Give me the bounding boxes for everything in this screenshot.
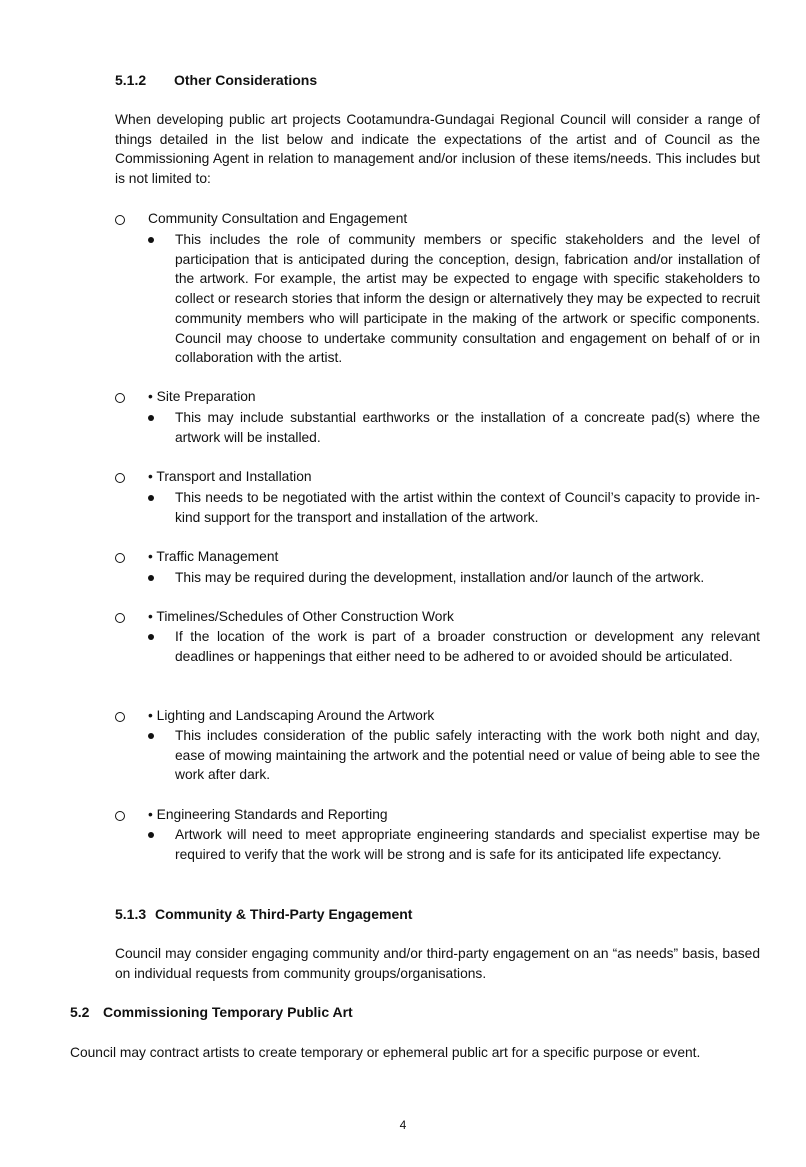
circle-bullet-icon [115, 811, 125, 821]
circle-bullet-icon [115, 215, 125, 225]
page-number: 4 [399, 1118, 407, 1132]
list-item-title: • Lighting and Landscaping Around the Artwork [148, 708, 435, 723]
list-item-description: Artwork will need to meet appropriate engineering standards and specialist expertise may be required to verify that the work will be strong and is safe for its anticipated life expectancy. [175, 827, 760, 862]
section-heading-5-2 [70, 1004, 353, 1020]
list-item-description: This may be required during the development, installation and/or launch of the artwork. [175, 570, 705, 585]
section-heading-5-1-2 [115, 72, 317, 88]
section-5-1-3-body: Council may consider engaging community and/or third-party engagement on an “as needs” basis, based on individual requests from community groups/organisations. [115, 946, 760, 981]
circle-bullet-icon [115, 712, 125, 722]
list-item-title: • Transport and Installation [148, 469, 312, 484]
bullet-icon [148, 495, 154, 501]
section-number: 5.1.3 [115, 906, 147, 922]
circle-bullet-icon [115, 393, 125, 403]
section-5-2-body: Council may contract artists to create temporary or ephemeral public art for a specific purpose or event. [70, 1045, 701, 1060]
bullet-icon [148, 634, 154, 640]
list-item-title: Community Consultation and Engagement [148, 211, 408, 226]
intro-paragraph: When developing public art projects Cootamundra-Gundagai Regional Council will consider a range of things detailed in the list below and indicate the expectations of the artist and of Council as the Commissioning Agent in relation to management and/or inclusion of these items/needs. This includes but is not limited to: [115, 112, 760, 187]
list-item-description: If the location of the work is part of a broader construction or development any relevant deadlines or happenings that either need to be adhered to or avoided should be articulated. [175, 629, 760, 664]
list-item-description: This includes consideration of the public safely interacting with the work both night and day, ease of mowing maintaining the artwork and the potential need or value of being able to see the work after dark. [175, 728, 760, 783]
circle-bullet-icon [115, 553, 125, 563]
bullet-icon [148, 733, 154, 739]
section-number: 5.2 [70, 1004, 90, 1020]
section-title: Commissioning Temporary Public Art [103, 1004, 353, 1020]
list-item-title: • Timelines/Schedules of Other Construction Work [148, 609, 454, 624]
list-item-description: This includes the role of community members or specific stakeholders and the level of participation that is anticipated during the conception, design, fabrication and/or installation of the artwork. For example, the artist may be expected to engage with specific stakeholders to collect or research stories that inform the design or alternatively they may be expected to recruit community members who will participate in the making of the artwork or specific components. Council may choose to undertake community consultation and engagement on behalf of or in collaboration with the artist. [175, 232, 760, 366]
bullet-icon [148, 575, 154, 581]
bullet-icon [148, 832, 154, 838]
circle-bullet-icon [115, 613, 125, 623]
section-title: Other Considerations [174, 72, 318, 88]
circle-bullet-icon [115, 473, 125, 483]
bullet-icon [148, 237, 154, 243]
section-title: Community & Third-Party Engagement [155, 906, 413, 922]
list-item-title: • Engineering Standards and Reporting [148, 807, 388, 822]
list-item-title: • Traffic Management [148, 549, 279, 564]
section-number: 5.1.2 [115, 72, 147, 88]
section-heading-5-1-3 [115, 906, 412, 922]
list-item-description: This needs to be negotiated with the artist within the context of Council’s capacity to provide in-kind support for the transport and installation of the artwork. [175, 490, 760, 525]
list-item-description: This may include substantial earthworks or the installation of a concreate pad(s) where the artwork will be installed. [175, 410, 760, 445]
bullet-icon [148, 415, 154, 421]
list-item-title: • Site Preparation [148, 389, 256, 404]
